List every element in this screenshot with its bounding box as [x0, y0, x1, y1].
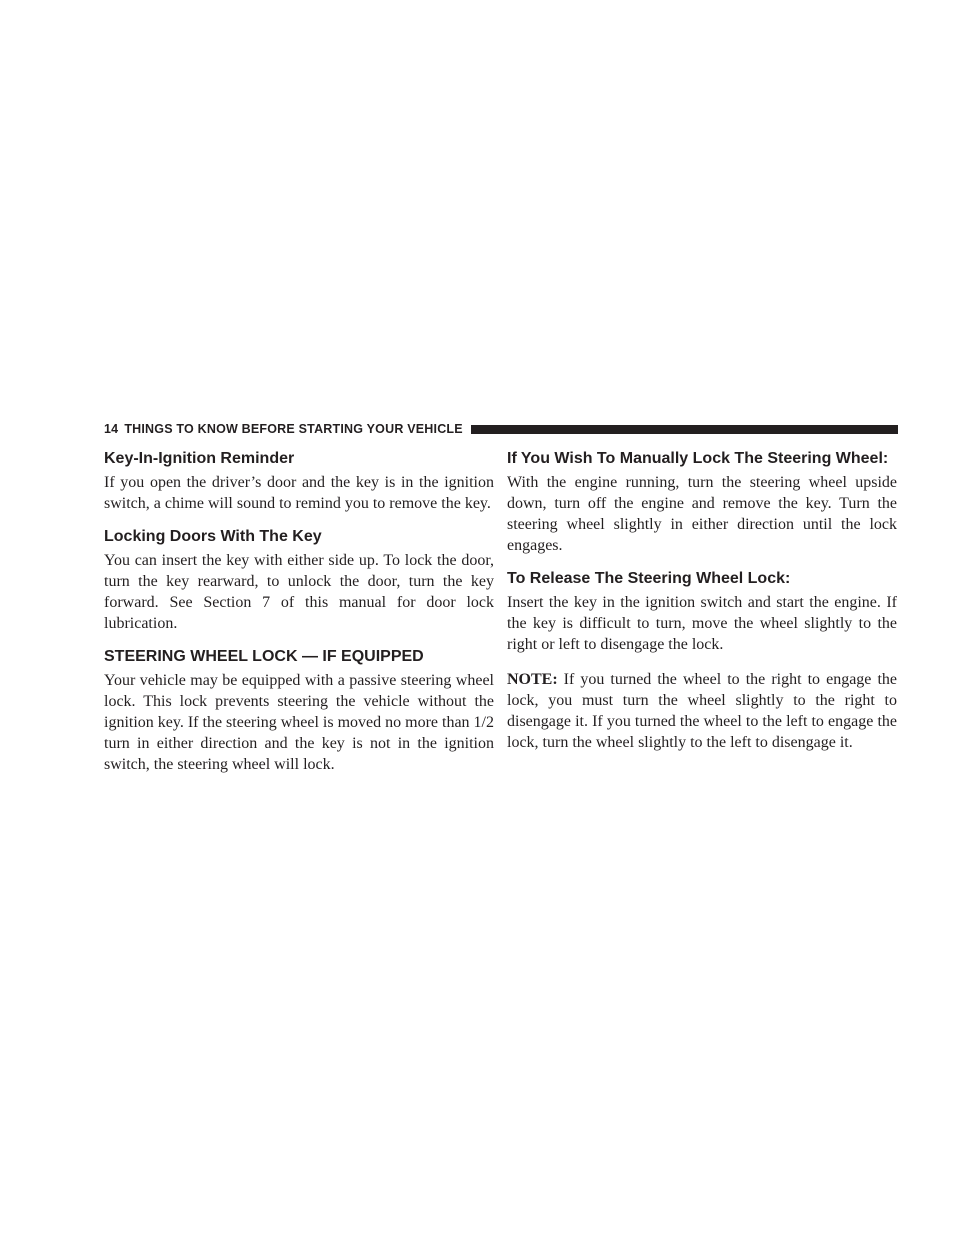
key-in-ignition-heading: Key-In-Ignition Reminder: [104, 450, 295, 467]
manual-lock-heading: If You Wish To Manually Lock The Steering Wheel:: [507, 450, 889, 467]
locking-doors-heading: Locking Doors With The Key: [104, 528, 322, 545]
locking-doors-body: You can insert the key with either side up. To lock the door, turn the key rearward, to unlock the door, turn the key forward. See Section 7 of this manual for door lock lubrication.: [104, 552, 494, 632]
note-paragraph: [507, 669, 897, 753]
steering-wheel-lock-section: [104, 648, 494, 775]
key-in-ignition-body: If you open the driver’s door and the key is in the ignition switch, a chime will sound to remind you to remove the key.: [104, 474, 494, 512]
page-header: [104, 420, 898, 438]
note-label: NOTE:: [507, 671, 558, 688]
left-column: [104, 450, 494, 789]
section-title: THINGS TO KNOW BEFORE STARTING YOUR VEHICLE: [124, 422, 463, 436]
release-lock-body: Insert the key in the ignition switch and start the engine. If the key is difficult to turn, move the wheel slightly to the right or left to disengage the lock.: [507, 594, 897, 653]
page-number: 14: [104, 422, 119, 436]
manual-lock-body: With the engine running, turn the steering wheel upside down, turn off the engine and remove the key. Turn the steering wheel slightly in either direction until the lock engages.: [507, 474, 897, 554]
header-rule: [471, 425, 898, 434]
release-lock-heading: To Release The Steering Wheel Lock:: [507, 570, 791, 587]
right-column: [507, 450, 897, 767]
steering-wheel-lock-heading: STEERING WHEEL LOCK — IF EQUIPPED: [104, 648, 424, 665]
release-lock-section: [507, 570, 897, 655]
locking-doors-section: [104, 528, 494, 634]
steering-wheel-lock-body: Your vehicle may be equipped with a passive steering wheel lock. This lock prevents steering the vehicle without the ignition key. If the steering wheel is moved no more than 1/2 turn in either direction and the key is not in the ignition switch, the steering wheel will lock.: [104, 672, 494, 773]
key-in-ignition-section: [104, 450, 494, 514]
manual-lock-section: [507, 450, 897, 556]
note-body: If you turned the wheel to the right to engage the lock, you must turn the wheel slightly to the right to disengage it. If you turned the wheel to the left to engage the lock, turn the wheel slightly to the left to disengage it.: [507, 671, 897, 751]
